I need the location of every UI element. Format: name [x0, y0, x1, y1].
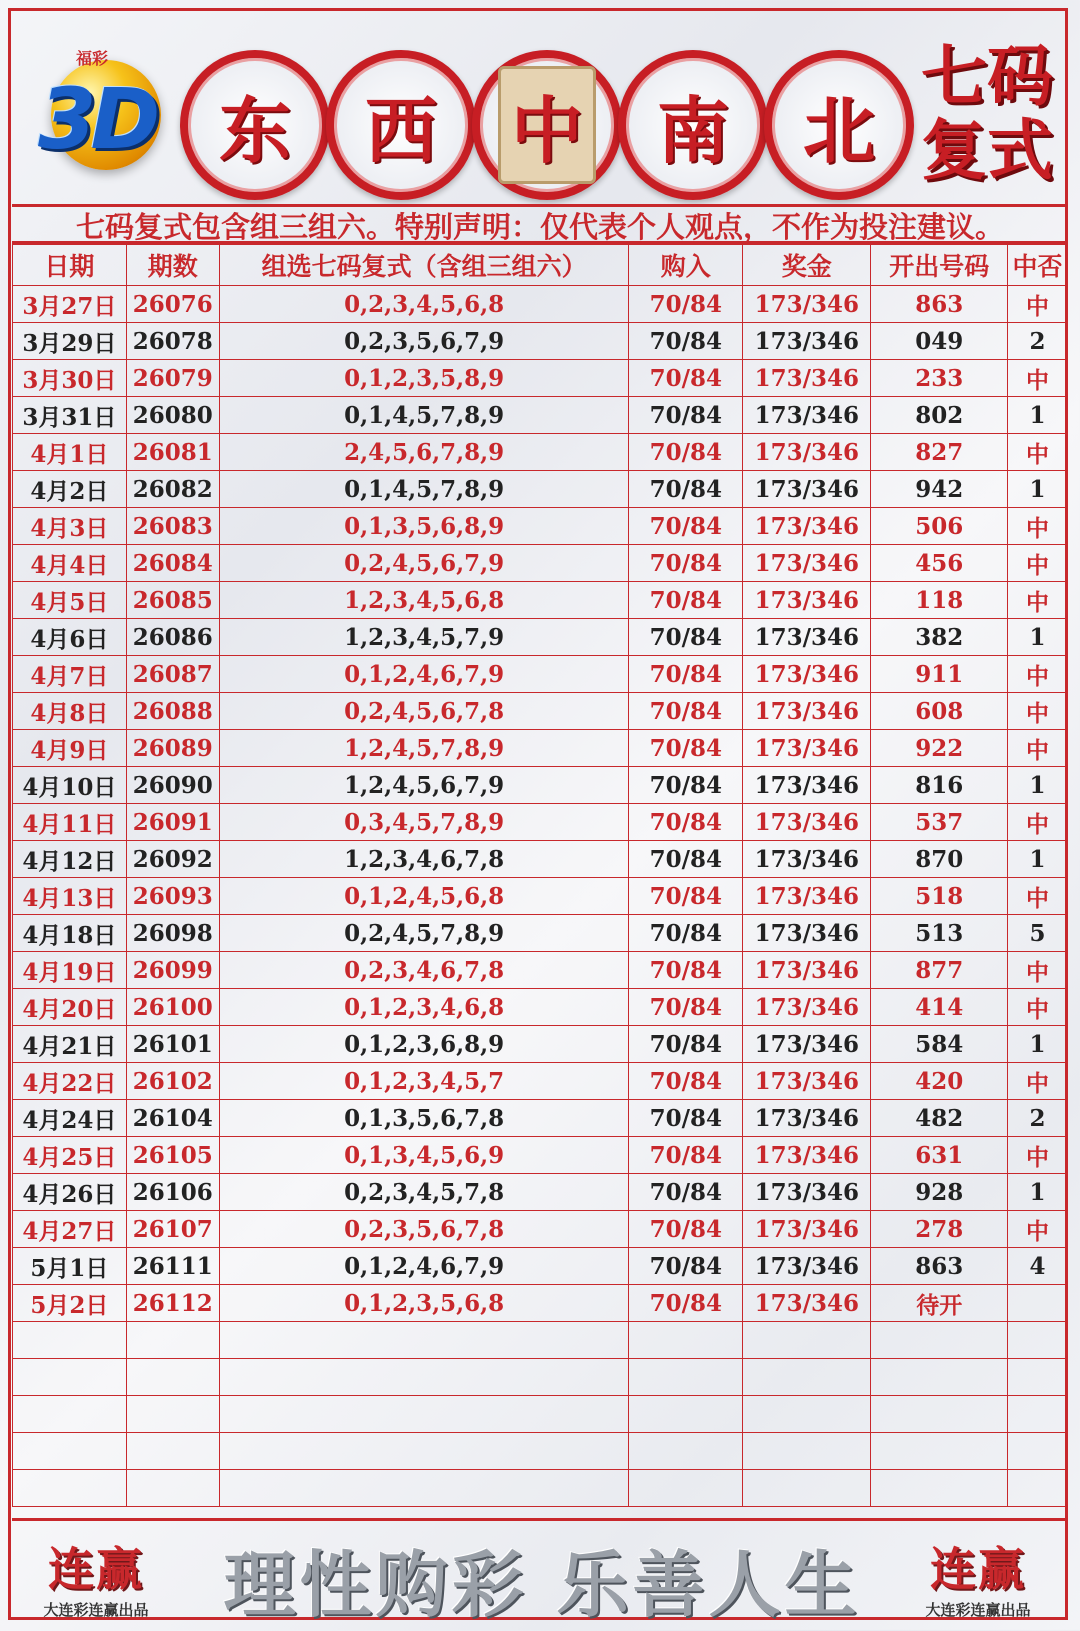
cell-buy: 70/84 [629, 397, 743, 434]
cell-combo: 0,1,2,4,5,6,8 [219, 878, 629, 915]
cell-prize: 173/346 [743, 1137, 871, 1174]
table-row [13, 1063, 1068, 1100]
page-header [12, 12, 1068, 208]
table-row [13, 767, 1068, 804]
cell-draw: 278 [871, 1211, 1008, 1248]
cell-prize: 173/346 [743, 360, 871, 397]
empty-cell [126, 1396, 219, 1433]
cell-prize: 173/346 [743, 508, 871, 545]
cell-buy: 70/84 [629, 767, 743, 804]
cell-date: 3月29日 [13, 323, 127, 360]
cell-draw: 482 [871, 1100, 1008, 1137]
table-row [13, 878, 1068, 915]
cell-result: 2 [1007, 323, 1067, 360]
cell-combo: 1,2,3,4,5,6,8 [219, 582, 629, 619]
cell-issue: 26106 [126, 1174, 219, 1211]
table-row [13, 1174, 1068, 1211]
col-header-prize: 奖金 [743, 245, 871, 286]
table-row [13, 841, 1068, 878]
empty-cell [1007, 1433, 1067, 1470]
cell-draw: 608 [871, 693, 1008, 730]
fucai-3d-logo [26, 40, 176, 190]
cell-combo: 0,3,4,5,7,8,9 [219, 804, 629, 841]
cell-result: 4 [1007, 1248, 1067, 1285]
cell-date: 5月2日 [13, 1285, 127, 1322]
cell-result: 1 [1007, 397, 1067, 434]
cell-draw: 870 [871, 841, 1008, 878]
cell-prize: 173/346 [743, 1063, 871, 1100]
cell-issue: 26085 [126, 582, 219, 619]
brand-name: 连赢 [930, 1542, 1026, 1596]
cell-result: 中 [1007, 508, 1067, 545]
cell-issue: 26107 [126, 1211, 219, 1248]
medal-center: 中 [472, 50, 622, 200]
table-row [13, 508, 1068, 545]
cell-draw: 518 [871, 878, 1008, 915]
cell-result: 1 [1007, 619, 1067, 656]
cell-buy: 70/84 [629, 323, 743, 360]
cell-buy: 70/84 [629, 545, 743, 582]
cell-issue: 26088 [126, 693, 219, 730]
cell-buy: 70/84 [629, 582, 743, 619]
cell-buy: 70/84 [629, 619, 743, 656]
cell-prize: 173/346 [743, 767, 871, 804]
col-header-combo: 组选七码复式（含组三组六） [219, 245, 629, 286]
cell-draw: 631 [871, 1137, 1008, 1174]
col-header-result: 中否 [1007, 245, 1067, 286]
cell-buy: 70/84 [629, 656, 743, 693]
cell-issue: 26084 [126, 545, 219, 582]
logo-number: 3D [38, 70, 155, 168]
cell-prize: 173/346 [743, 582, 871, 619]
cell-result: 中 [1007, 952, 1067, 989]
cell-combo: 2,4,5,6,7,8,9 [219, 434, 629, 471]
cell-combo: 1,2,3,4,5,7,9 [219, 619, 629, 656]
table-row [13, 1137, 1068, 1174]
cell-prize: 173/346 [743, 1026, 871, 1063]
cell-result: 中 [1007, 656, 1067, 693]
cell-issue: 26099 [126, 952, 219, 989]
col-header-buy: 购入 [629, 245, 743, 286]
cell-prize: 173/346 [743, 1285, 871, 1322]
cell-combo: 0,2,4,5,6,7,9 [219, 545, 629, 582]
brand-logo-left [26, 1533, 166, 1620]
cell-draw: 233 [871, 360, 1008, 397]
cell-buy: 70/84 [629, 693, 743, 730]
cell-combo: 0,2,3,4,5,6,8 [219, 286, 629, 323]
brand-logo-right [908, 1533, 1048, 1620]
empty-cell [126, 1433, 219, 1470]
cell-buy: 70/84 [629, 1174, 743, 1211]
table-row [13, 1248, 1068, 1285]
cell-issue: 26104 [126, 1100, 219, 1137]
cell-draw: 911 [871, 656, 1008, 693]
cell-buy: 70/84 [629, 360, 743, 397]
results-table [12, 244, 1068, 1507]
cell-draw: 863 [871, 1248, 1008, 1285]
empty-row [13, 1359, 1068, 1396]
cell-date: 4月13日 [13, 878, 127, 915]
cell-prize: 173/346 [743, 323, 871, 360]
cell-result: 1 [1007, 471, 1067, 508]
cell-combo: 0,1,4,5,7,8,9 [219, 471, 629, 508]
col-header-issue: 期数 [126, 245, 219, 286]
table-row [13, 434, 1068, 471]
cell-buy: 70/84 [629, 730, 743, 767]
cell-result: 中 [1007, 804, 1067, 841]
empty-cell [871, 1396, 1008, 1433]
cell-date: 4月19日 [13, 952, 127, 989]
cell-combo: 0,1,2,4,6,7,9 [219, 1248, 629, 1285]
cell-buy: 70/84 [629, 915, 743, 952]
cell-issue: 26083 [126, 508, 219, 545]
cell-draw: 118 [871, 582, 1008, 619]
table-row [13, 471, 1068, 508]
cell-prize: 173/346 [743, 434, 871, 471]
table-header-row [13, 245, 1068, 286]
table-row [13, 1211, 1068, 1248]
cell-issue: 26098 [126, 915, 219, 952]
table-row [13, 360, 1068, 397]
cell-issue: 26112 [126, 1285, 219, 1322]
empty-row [13, 1322, 1068, 1359]
cell-draw: 827 [871, 434, 1008, 471]
cell-combo: 0,2,3,5,6,7,8 [219, 1211, 629, 1248]
medal-north: 北 [764, 50, 914, 200]
cell-combo: 0,1,2,4,6,7,9 [219, 656, 629, 693]
cell-date: 3月31日 [13, 397, 127, 434]
cell-buy: 70/84 [629, 1063, 743, 1100]
cell-prize: 173/346 [743, 471, 871, 508]
cell-result: 中 [1007, 1137, 1067, 1174]
cell-draw: 863 [871, 286, 1008, 323]
cell-combo: 1,2,4,5,6,7,9 [219, 767, 629, 804]
table-row [13, 619, 1068, 656]
cell-issue: 26093 [126, 878, 219, 915]
empty-cell [13, 1470, 127, 1507]
cell-issue: 26086 [126, 619, 219, 656]
page-footer [12, 1518, 1068, 1627]
empty-cell [629, 1359, 743, 1396]
table-row [13, 323, 1068, 360]
cell-date: 4月2日 [13, 471, 127, 508]
cell-draw: 802 [871, 397, 1008, 434]
cell-result: 1 [1007, 1026, 1067, 1063]
cell-prize: 173/346 [743, 397, 871, 434]
cell-issue: 26087 [126, 656, 219, 693]
cell-issue: 26089 [126, 730, 219, 767]
cell-combo: 0,2,3,5,6,7,9 [219, 323, 629, 360]
empty-cell [13, 1322, 127, 1359]
table-row [13, 1285, 1068, 1322]
cell-result: 2 [1007, 1100, 1067, 1137]
cell-draw: 584 [871, 1026, 1008, 1063]
cell-draw: 待开 [871, 1285, 1008, 1322]
cell-buy: 70/84 [629, 1285, 743, 1322]
empty-row [13, 1470, 1068, 1507]
cell-draw: 382 [871, 619, 1008, 656]
table-body [13, 286, 1068, 1507]
cell-date: 4月10日 [13, 767, 127, 804]
empty-cell [13, 1433, 127, 1470]
medal-west: 西 [326, 50, 476, 200]
cell-prize: 173/346 [743, 878, 871, 915]
cell-issue: 26081 [126, 434, 219, 471]
disclaimer-notice: 七码复式包含组三组六。特别声明：仅代表个人观点，不作为投注建议。 [12, 204, 1068, 244]
cell-result: 中 [1007, 693, 1067, 730]
cell-draw: 928 [871, 1174, 1008, 1211]
empty-cell [743, 1470, 871, 1507]
table-row [13, 730, 1068, 767]
empty-cell [871, 1433, 1008, 1470]
cell-date: 4月18日 [13, 915, 127, 952]
cell-buy: 70/84 [629, 1211, 743, 1248]
cell-draw: 922 [871, 730, 1008, 767]
cell-issue: 26076 [126, 286, 219, 323]
cell-buy: 70/84 [629, 434, 743, 471]
cell-combo: 1,2,4,5,7,8,9 [219, 730, 629, 767]
cell-prize: 173/346 [743, 693, 871, 730]
cell-buy: 70/84 [629, 1248, 743, 1285]
cell-result [1007, 1285, 1067, 1322]
cell-prize: 173/346 [743, 656, 871, 693]
empty-cell [629, 1322, 743, 1359]
cell-combo: 0,1,2,3,6,8,9 [219, 1026, 629, 1063]
empty-cell [871, 1322, 1008, 1359]
medal-south: 南 [618, 50, 768, 200]
cell-issue: 26091 [126, 804, 219, 841]
cell-date: 3月30日 [13, 360, 127, 397]
brand-subtitle: 大连彩连赢出品 [925, 1601, 1031, 1619]
cell-buy: 70/84 [629, 471, 743, 508]
cell-result: 中 [1007, 1063, 1067, 1100]
cell-draw: 816 [871, 767, 1008, 804]
cell-result: 中 [1007, 545, 1067, 582]
empty-row [13, 1433, 1068, 1470]
cell-prize: 173/346 [743, 804, 871, 841]
cell-result: 1 [1007, 767, 1067, 804]
cell-combo: 0,1,4,5,7,8,9 [219, 397, 629, 434]
cell-buy: 70/84 [629, 1137, 743, 1174]
cell-prize: 173/346 [743, 1174, 871, 1211]
cell-date: 4月3日 [13, 508, 127, 545]
table-row [13, 952, 1068, 989]
cell-buy: 70/84 [629, 1100, 743, 1137]
cell-date: 4月21日 [13, 1026, 127, 1063]
cell-combo: 0,1,2,3,5,8,9 [219, 360, 629, 397]
cell-draw: 942 [871, 471, 1008, 508]
table-row [13, 286, 1068, 323]
empty-cell [13, 1396, 127, 1433]
col-header-draw: 开出号码 [871, 245, 1008, 286]
empty-cell [871, 1470, 1008, 1507]
cell-date: 4月6日 [13, 619, 127, 656]
cell-date: 4月25日 [13, 1137, 127, 1174]
empty-cell [219, 1396, 629, 1433]
medal-east: 东 [180, 50, 330, 200]
empty-cell [629, 1396, 743, 1433]
empty-cell [629, 1433, 743, 1470]
cell-combo: 0,1,3,5,6,8,9 [219, 508, 629, 545]
cell-draw: 420 [871, 1063, 1008, 1100]
cell-date: 4月20日 [13, 989, 127, 1026]
cell-date: 3月27日 [13, 286, 127, 323]
cell-result: 中 [1007, 878, 1067, 915]
cell-date: 4月1日 [13, 434, 127, 471]
cell-date: 4月12日 [13, 841, 127, 878]
cell-combo: 0,1,2,3,4,6,8 [219, 989, 629, 1026]
cell-date: 4月4日 [13, 545, 127, 582]
cell-combo: 0,1,3,4,5,6,9 [219, 1137, 629, 1174]
cell-prize: 173/346 [743, 841, 871, 878]
table-row [13, 804, 1068, 841]
cell-draw: 456 [871, 545, 1008, 582]
cell-prize: 173/346 [743, 952, 871, 989]
cell-combo: 0,2,4,5,6,7,8 [219, 693, 629, 730]
cell-prize: 173/346 [743, 915, 871, 952]
brand-name: 连赢 [48, 1542, 144, 1596]
cell-combo: 0,2,3,4,6,7,8 [219, 952, 629, 989]
empty-cell [13, 1359, 127, 1396]
cell-result: 中 [1007, 730, 1067, 767]
cell-result: 中 [1007, 582, 1067, 619]
cell-issue: 26079 [126, 360, 219, 397]
table-row [13, 989, 1068, 1026]
cell-prize: 173/346 [743, 286, 871, 323]
side-title-line2: 复式 [921, 112, 1053, 189]
table-row [13, 397, 1068, 434]
empty-cell [1007, 1322, 1067, 1359]
cell-issue: 26082 [126, 471, 219, 508]
empty-cell [219, 1470, 629, 1507]
empty-cell [1007, 1396, 1067, 1433]
empty-cell [743, 1396, 871, 1433]
side-title-line1: 七码 [921, 38, 1053, 115]
cell-issue: 26102 [126, 1063, 219, 1100]
cell-issue: 26092 [126, 841, 219, 878]
cell-issue: 26105 [126, 1137, 219, 1174]
cell-draw: 513 [871, 915, 1008, 952]
cell-result: 中 [1007, 434, 1067, 471]
empty-cell [743, 1359, 871, 1396]
empty-cell [1007, 1359, 1067, 1396]
empty-cell [219, 1359, 629, 1396]
cell-buy: 70/84 [629, 878, 743, 915]
cell-buy: 70/84 [629, 804, 743, 841]
col-header-date: 日期 [13, 245, 127, 286]
cell-date: 4月7日 [13, 656, 127, 693]
cell-date: 4月24日 [13, 1100, 127, 1137]
cell-result: 1 [1007, 1174, 1067, 1211]
cell-result: 5 [1007, 915, 1067, 952]
table-row [13, 656, 1068, 693]
table-row [13, 693, 1068, 730]
cell-buy: 70/84 [629, 841, 743, 878]
cell-combo: 1,2,3,4,6,7,8 [219, 841, 629, 878]
cell-prize: 173/346 [743, 730, 871, 767]
cell-draw: 414 [871, 989, 1008, 1026]
cell-combo: 0,2,4,5,7,8,9 [219, 915, 629, 952]
empty-cell [743, 1322, 871, 1359]
cell-issue: 26101 [126, 1026, 219, 1063]
empty-cell [126, 1359, 219, 1396]
cell-date: 4月5日 [13, 582, 127, 619]
cell-date: 4月8日 [13, 693, 127, 730]
logo-tag: 福彩 [76, 49, 109, 68]
cell-buy: 70/84 [629, 508, 743, 545]
cell-result: 中 [1007, 360, 1067, 397]
cell-issue: 26078 [126, 323, 219, 360]
empty-cell [629, 1470, 743, 1507]
empty-cell [871, 1359, 1008, 1396]
cell-buy: 70/84 [629, 989, 743, 1026]
table-row [13, 915, 1068, 952]
cell-issue: 26100 [126, 989, 219, 1026]
empty-cell [219, 1433, 629, 1470]
cell-prize: 173/346 [743, 1248, 871, 1285]
empty-cell [743, 1433, 871, 1470]
empty-row [13, 1396, 1068, 1433]
cell-combo: 0,2,3,4,5,7,8 [219, 1174, 629, 1211]
cell-draw: 877 [871, 952, 1008, 989]
cell-buy: 70/84 [629, 1026, 743, 1063]
cell-combo: 0,1,2,3,5,6,8 [219, 1285, 629, 1322]
cell-issue: 26090 [126, 767, 219, 804]
cell-result: 中 [1007, 1211, 1067, 1248]
cell-draw: 506 [871, 508, 1008, 545]
table-row [13, 1100, 1068, 1137]
slogan: 理性购彩 乐善人生 [223, 1543, 861, 1627]
cell-draw: 049 [871, 323, 1008, 360]
cell-combo: 0,1,2,3,4,5,7 [219, 1063, 629, 1100]
empty-cell [219, 1322, 629, 1359]
cell-prize: 173/346 [743, 989, 871, 1026]
cell-date: 4月9日 [13, 730, 127, 767]
table-row [13, 545, 1068, 582]
cell-buy: 70/84 [629, 952, 743, 989]
cell-date: 4月11日 [13, 804, 127, 841]
table-row [13, 1026, 1068, 1063]
cell-issue: 26080 [126, 397, 219, 434]
empty-cell [126, 1470, 219, 1507]
cell-combo: 0,1,3,5,6,7,8 [219, 1100, 629, 1137]
cell-draw: 537 [871, 804, 1008, 841]
cell-issue: 26111 [126, 1248, 219, 1285]
cell-date: 4月26日 [13, 1174, 127, 1211]
table-row [13, 582, 1068, 619]
cell-buy: 70/84 [629, 286, 743, 323]
empty-cell [1007, 1470, 1067, 1507]
empty-cell [126, 1322, 219, 1359]
cell-date: 4月22日 [13, 1063, 127, 1100]
cell-prize: 173/346 [743, 1100, 871, 1137]
cell-prize: 173/346 [743, 1211, 871, 1248]
cell-result: 1 [1007, 841, 1067, 878]
side-title [917, 40, 1057, 188]
cell-result: 中 [1007, 286, 1067, 323]
cell-date: 5月1日 [13, 1248, 127, 1285]
cell-date: 4月27日 [13, 1211, 127, 1248]
cell-prize: 173/346 [743, 545, 871, 582]
cell-result: 中 [1007, 989, 1067, 1026]
cell-prize: 173/346 [743, 619, 871, 656]
brand-subtitle: 大连彩连赢出品 [43, 1601, 149, 1619]
